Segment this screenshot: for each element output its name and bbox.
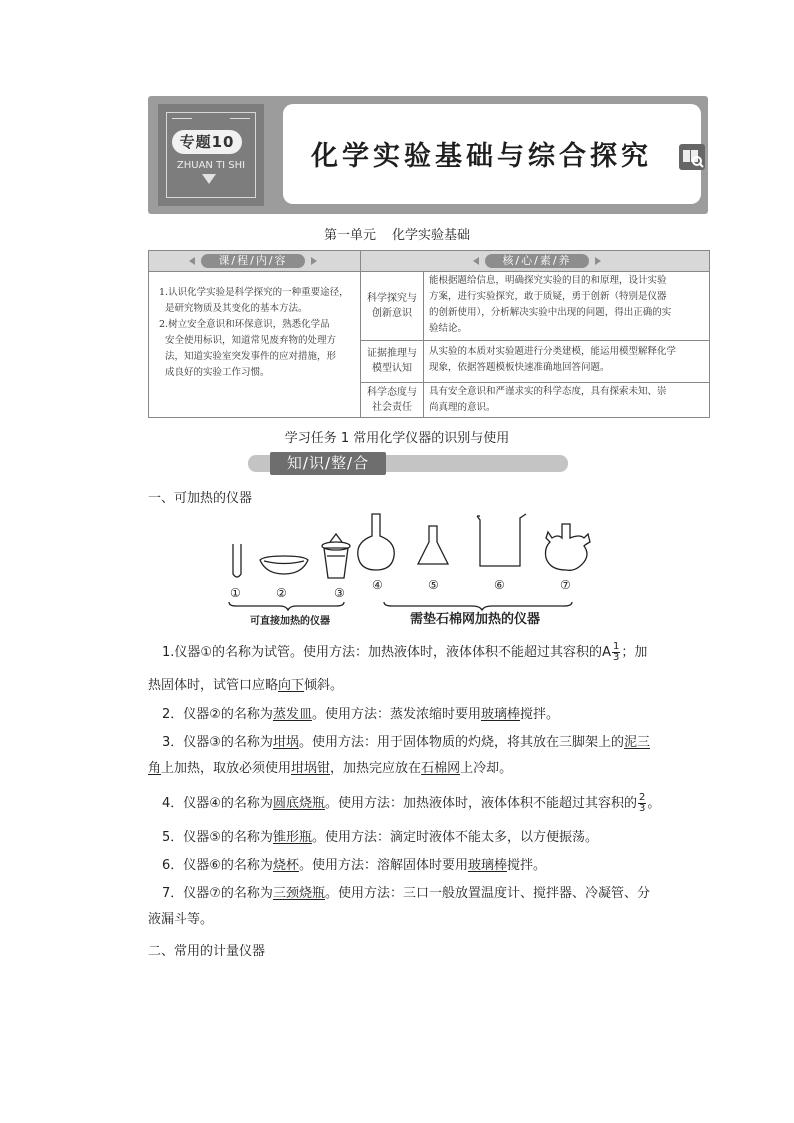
- item-1-line-1: [148, 642, 708, 663]
- item-text: A: [602, 645, 611, 660]
- answer-blank: 锥形瓶: [272, 830, 312, 845]
- badge-subtitle: ZHUAN TI SHI: [176, 160, 246, 171]
- knowledge-tab: 知/识/整/合: [270, 452, 386, 475]
- page-title: 化学实验基础与综合探究: [311, 141, 652, 172]
- apparatus-number: ③: [334, 586, 345, 600]
- apparatus-figure: [224, 508, 594, 632]
- column-divider: [423, 271, 424, 417]
- category-line: 创新意识: [372, 308, 412, 319]
- item-text: 5．仪器⑤的名称为: [162, 830, 273, 845]
- category-line: 证据推理与: [367, 348, 417, 359]
- fraction-two-thirds: [638, 793, 646, 814]
- answer-blank: 玻璃棒: [467, 858, 507, 873]
- apparatus-number: ⑤: [428, 578, 439, 592]
- item-text: ，加热完应放在: [330, 761, 422, 776]
- item-text: 。使用方法：用于固体物质的灼烧，将其放在三脚架上的: [298, 735, 624, 750]
- item-3-line-2: [148, 759, 708, 779]
- answer-blank: 玻璃棒: [480, 707, 520, 722]
- item-text: 上冷却。: [460, 761, 513, 776]
- item-text: 6．仪器⑥的名称为: [162, 858, 273, 873]
- header-divider: [149, 271, 709, 272]
- item-6: [148, 856, 708, 876]
- badge-dash-left: [172, 118, 192, 119]
- topic-badge: [158, 104, 264, 206]
- item-text: 4．仪器④的名称为: [162, 796, 273, 811]
- apparatus-number: ④: [372, 578, 383, 592]
- figure-caption-mesh: 需垫石棉网加热的仪器: [410, 612, 541, 627]
- item-7-line-2: [148, 910, 708, 930]
- unit-label: 第一单元: [323, 228, 376, 243]
- answer-blank: 烧杯: [272, 858, 299, 873]
- three-neck-flask-icon: [546, 524, 591, 570]
- curriculum-table: [148, 250, 710, 418]
- literacy-category: [361, 291, 423, 321]
- item-text: 1.仪器①的名称为试管。使用方法：加热液体时，液体体积不能超过其容积的: [162, 645, 603, 660]
- item-text: ；加: [621, 645, 648, 660]
- badge-triangle-icon: [202, 174, 216, 184]
- fraction-denominator: 3: [612, 652, 620, 663]
- test-tube-icon: [233, 544, 241, 577]
- answer-blank: 泥三: [623, 735, 650, 750]
- description-line: 能根据题给信息，明确探究实验的目的和原理，设计实验: [429, 275, 667, 286]
- fraction-denominator: 3: [638, 803, 646, 814]
- item-text: 液漏斗等。: [148, 912, 214, 927]
- fraction-numerator: 2: [638, 792, 646, 803]
- unit-name: 化学实验基础: [392, 228, 471, 243]
- content-header-bar: [149, 251, 360, 271]
- item-text: 。: [647, 796, 661, 811]
- category-line: 社会责任: [372, 402, 412, 413]
- content-line: 是研究物质及其变化的基本方法。: [165, 303, 308, 314]
- literacy-header-bar: [361, 251, 709, 271]
- item-1-line-2: [148, 676, 708, 696]
- description-line: 的创新使用），分析解决实验中出现的问题，得出正确的实: [429, 307, 672, 318]
- item-7-line-1: [148, 884, 708, 904]
- content-line: 法，知道实验室突发事件的应对措施，形: [165, 351, 337, 362]
- arrow-left-icon: [473, 257, 479, 265]
- item-text: 。使用方法：溶解固体时要用: [298, 858, 468, 873]
- answer-blank: 向下: [278, 678, 305, 693]
- description-line: 方案，进行实验探究，敢于质疑，勇于创新（特别是仪器: [429, 291, 667, 302]
- row-divider: [360, 340, 709, 341]
- fraction-one-third: [612, 642, 620, 663]
- literacy-category: [361, 385, 423, 415]
- description-line: 尚真理的意识。: [429, 402, 496, 413]
- task-title: 学习任务 1 常用化学仪器的识别与使用: [284, 431, 510, 446]
- book-search-icon: [679, 144, 705, 170]
- item-text: 。使用方法：加热液体时，液体体积不能超过其容积的: [324, 796, 637, 811]
- round-flask-icon: [358, 514, 394, 570]
- course-content: [159, 285, 349, 381]
- unit-title: [0, 224, 794, 243]
- crucible-icon: [324, 548, 348, 578]
- title-panel: [283, 104, 701, 204]
- section-heading: 一、可加热的仪器: [148, 491, 253, 506]
- answer-blank: 角: [148, 761, 162, 776]
- beaker-icon: [477, 514, 526, 566]
- category-line: 模型认知: [372, 363, 412, 374]
- item-text: 。使用方法：三口一般放置温度计、搅拌器、冷凝管、分: [324, 886, 650, 901]
- item-text: 上加热，取放必须使用: [161, 761, 292, 776]
- item-4: [148, 793, 708, 814]
- item-3-line-1: [148, 733, 708, 753]
- item-text: 2．仪器②的名称为: [162, 707, 273, 722]
- item-text: 3．仪器③的名称为: [162, 735, 273, 750]
- content-header: 课/程/内/容: [201, 254, 305, 268]
- answer-blank: 圆底烧瓶: [272, 796, 325, 811]
- arrow-right-icon: [595, 257, 601, 265]
- content-line: 安全使用标识，知道常见废弃物的处理方: [165, 335, 337, 346]
- item-5: [148, 828, 708, 848]
- answer-blank: 坩埚钳: [291, 761, 331, 776]
- description-line: 具有安全意识和严谨求实的科学态度，具有探索未知、崇: [429, 386, 667, 397]
- content-line: 成良好的实验工作习惯。: [165, 367, 270, 378]
- figure-caption-direct: 可直接加热的仪器: [250, 616, 330, 627]
- content-line: 2.树立安全意识和环保意识，熟悉化学品: [159, 319, 330, 330]
- conical-flask-icon: [418, 526, 448, 564]
- apparatus-number: ⑦: [560, 578, 571, 592]
- badge-label: 专题10: [172, 130, 242, 154]
- arrow-right-icon: [311, 257, 317, 265]
- answer-blank: 三颈烧瓶: [272, 886, 325, 901]
- answer-blank: 坩埚: [272, 735, 299, 750]
- item-text: 热固体时，试管口应略: [148, 678, 279, 693]
- apparatus-number: ①: [230, 586, 241, 600]
- brace-direct: [229, 602, 344, 610]
- item-text: 搅拌。: [506, 858, 546, 873]
- literacy-category: [361, 346, 423, 376]
- apparatus-number: ②: [276, 586, 287, 600]
- row-divider: [360, 382, 709, 383]
- item-text: 搅拌。: [519, 707, 559, 722]
- category-line: 科学探究与: [367, 293, 417, 304]
- category-line: 科学态度与: [367, 387, 417, 398]
- evaporating-dish-icon: [260, 556, 308, 574]
- badge-frame: [166, 112, 256, 198]
- description-line: 从实验的本质对实验题进行分类建模，能运用模型解释化学: [429, 346, 677, 357]
- badge-dash-right: [230, 118, 250, 119]
- answer-blank: 石棉网: [421, 761, 461, 776]
- description-line: 现象，依据答题模板快速准确地回答问题。: [429, 362, 610, 373]
- item-text: 7．仪器⑦的名称为: [162, 886, 273, 901]
- item-2: [148, 705, 708, 725]
- item-text: 倾斜。: [304, 678, 344, 693]
- content-line: 1.认识化学实验是科学探究的一种重要途径，: [159, 287, 349, 298]
- answer-blank: 蒸发皿: [272, 707, 312, 722]
- literacy-description: [429, 344, 676, 376]
- section-heading: 二、常用的计量仪器: [148, 944, 266, 959]
- apparatus-number: ⑥: [494, 578, 505, 592]
- literacy-description: [429, 384, 667, 416]
- item-text: 。使用方法：蒸发浓缩时要用: [311, 707, 481, 722]
- arrow-left-icon: [189, 257, 195, 265]
- literacy-description: [429, 273, 671, 337]
- description-line: 验结论。: [429, 323, 468, 334]
- item-text: 。使用方法：滴定时液体不能太多，以方便振荡。: [311, 830, 598, 845]
- fraction-numerator: 1: [612, 641, 620, 652]
- literacy-header: 核/心/素/养: [485, 254, 589, 268]
